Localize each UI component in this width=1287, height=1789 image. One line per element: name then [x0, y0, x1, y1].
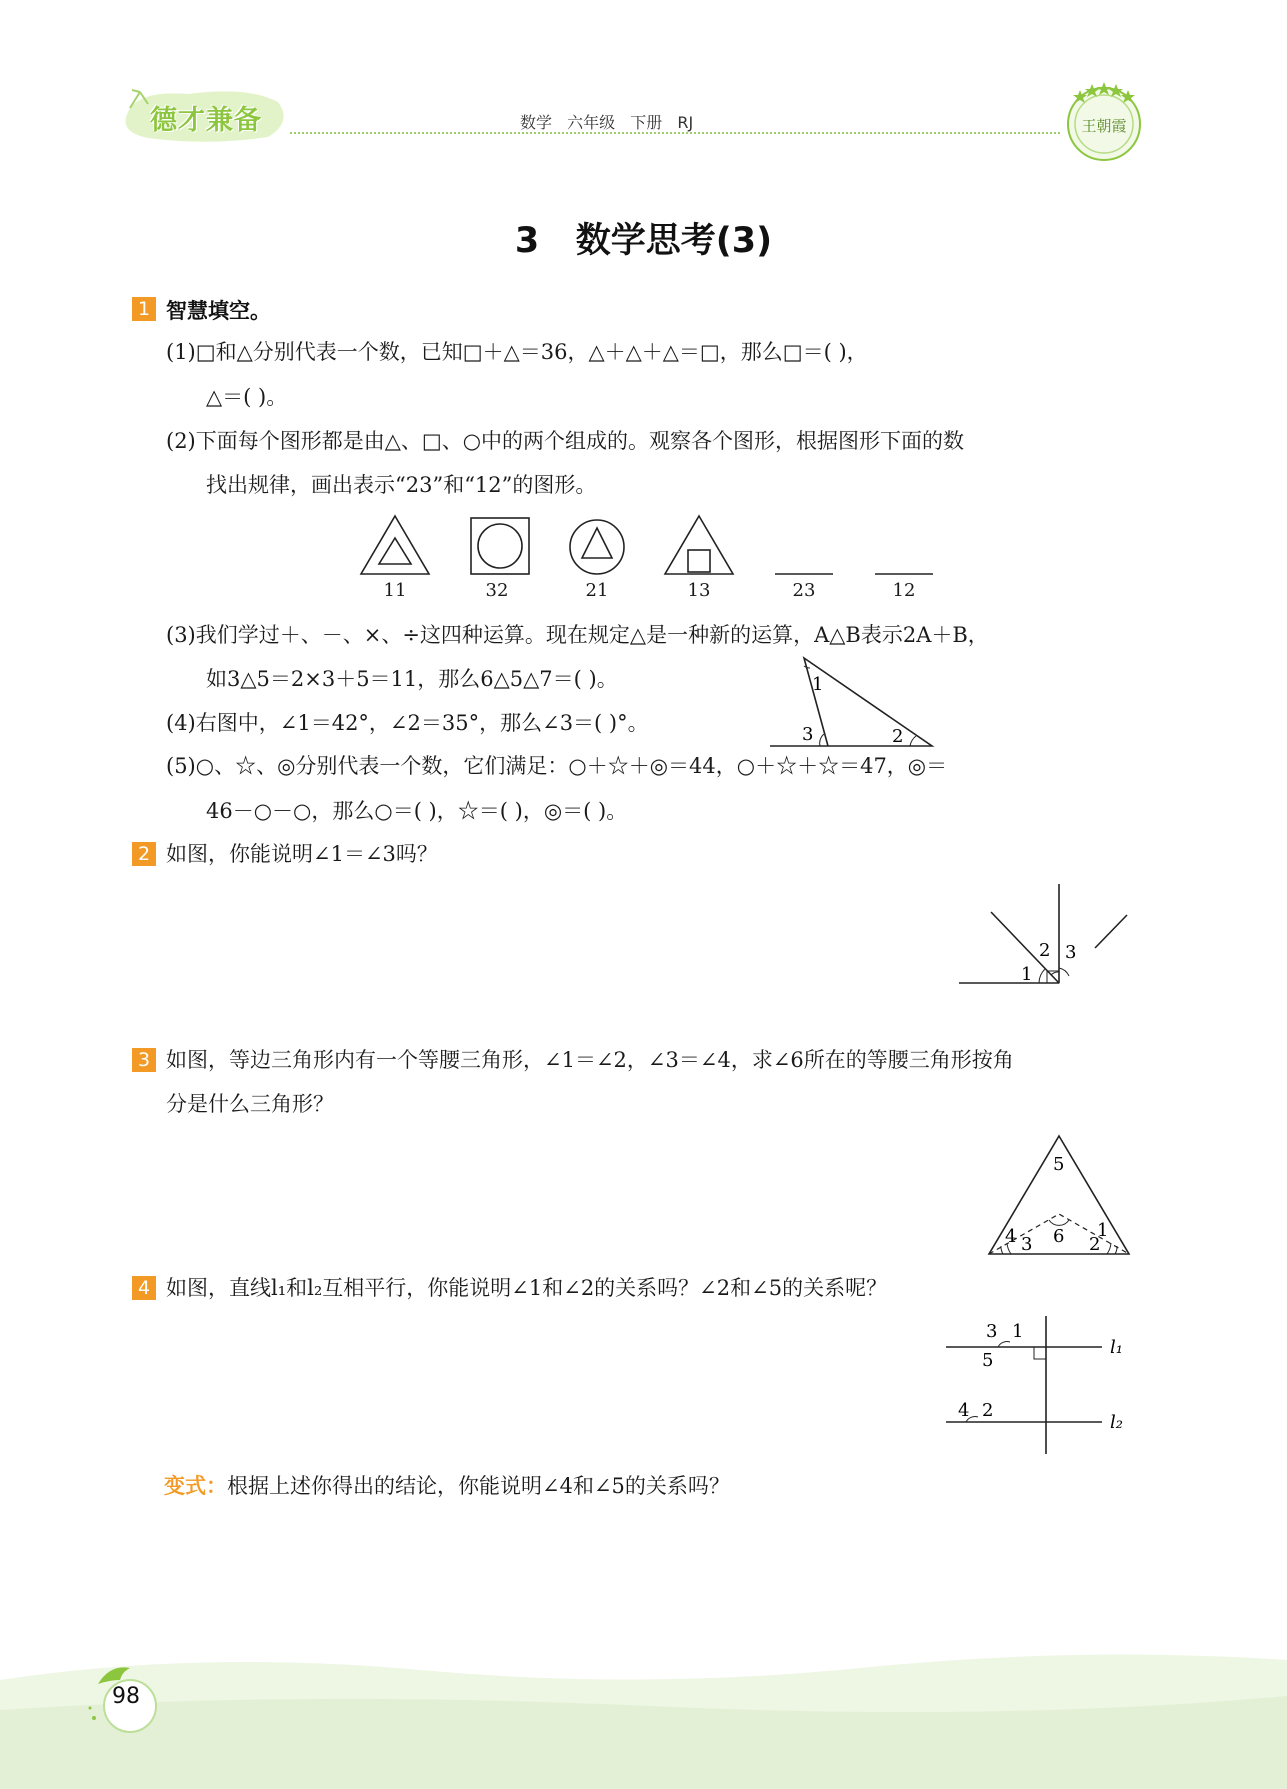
question-3-number: 3 [132, 1048, 156, 1072]
question-4-number: 4 [132, 1276, 156, 1300]
header-edition: RJ [677, 113, 694, 132]
q1-part4-line1: (4)右图中，∠1＝42°，∠2＝35°，那么∠3＝( )°。 [166, 711, 649, 735]
question-1-number: 1 [132, 297, 156, 321]
question-3-line1: 如图，等边三角形内有一个等腰三角形，∠1＝∠2，∠3＝∠4，求∠6所在的等腰三角形按角 [166, 1048, 1014, 1072]
q1-part5-line1: (5)○、☆、◎分别代表一个数，它们满足：○＋☆＋◎＝44，○＋☆＋☆＝47，◎＝ [166, 754, 948, 778]
variant-label: 变式： [164, 1474, 227, 1498]
header-subject: 数学 [520, 113, 553, 132]
question-4-text: 如图，直线l₁和l₂互相平行，你能说明∠1和∠2的关系吗？∠2和∠5的关系呢？ [166, 1276, 888, 1300]
publisher-seal [1060, 76, 1148, 164]
q1-pattern-figures [355, 512, 955, 588]
q1-part1-line1: (1)□和△分别代表一个数，已知□＋△＝36，△＋△＋△＝□，那么□＝( )， [166, 340, 868, 364]
p4-angle-2: 2 [892, 726, 904, 747]
page-title: 3 数学思考(3) [514, 221, 773, 261]
q4-angle-1: 1 [1012, 1321, 1024, 1342]
question-3-line2: 分是什么三角形？ [166, 1092, 334, 1116]
footer-wave-decoration [0, 1640, 1287, 1789]
q4-angle-5: 5 [982, 1350, 994, 1371]
figure-label-1: 11 [383, 580, 407, 601]
q3-angle-2: 2 [1089, 1234, 1101, 1255]
figure-triangle-in-circle [570, 520, 624, 574]
figure-square-in-triangle [665, 516, 733, 574]
brand-name: 德才兼备 [150, 105, 262, 136]
q3-angle-4: 4 [1005, 1226, 1017, 1247]
q4-angle-2: 2 [982, 1400, 994, 1421]
q4-angle-4: 4 [958, 1400, 970, 1421]
figure-triangle-in-triangle [361, 516, 429, 574]
p4-angle-1: 1 [812, 674, 824, 695]
variant-question [164, 1472, 730, 1500]
q4-line-l2: l₂ [1110, 1412, 1123, 1433]
q3-triangle-figure [985, 1132, 1133, 1258]
q3-angle-6: 6 [1053, 1226, 1065, 1247]
question-2-number: 2 [132, 842, 156, 866]
figure-label-5: 23 [792, 580, 816, 601]
q4-line-l1: l₁ [1110, 1337, 1123, 1358]
p4-angle-3: 3 [802, 724, 814, 745]
variant-text: 根据上述你得出的结论，你能说明∠4和∠5的关系吗？ [227, 1474, 730, 1498]
question-2-text: 如图，你能说明∠1＝∠3吗？ [166, 842, 438, 866]
page-number: 98 [112, 1684, 140, 1709]
q1-part3-line2: 如3△5＝2×3＋5＝11，那么6△5△7＝( )。 [206, 667, 618, 691]
q1-part5-line2: 46－○－○，那么○＝( )，☆＝( )，◎＝( )。 [206, 799, 628, 823]
q2-angle-2: 2 [1039, 940, 1051, 961]
q2-angle-figure [955, 880, 1135, 990]
header-volume: 下册 [630, 113, 663, 132]
header-grade: 六年级 [567, 113, 616, 132]
question-1-heading: 智慧填空。 [166, 299, 271, 323]
q2-angle-1: 1 [1021, 964, 1033, 985]
figure-label-4: 13 [687, 580, 711, 601]
figure-label-3: 21 [585, 580, 609, 601]
q1-part2-line1: (2)下面每个图形都是由△、□、○中的两个组成的。观察各个图形，根据图形下面的数 [166, 429, 965, 453]
figure-circle-in-square [471, 518, 529, 574]
seal-text: 王朝霞 [1081, 117, 1127, 135]
header-info [520, 110, 693, 133]
figure-label-6: 12 [892, 580, 916, 601]
q3-angle-3: 3 [1021, 1234, 1033, 1255]
q2-angle-3: 3 [1065, 942, 1077, 963]
q4-parallel-lines-figure [940, 1312, 1140, 1458]
q3-angle-5: 5 [1053, 1154, 1065, 1175]
figure-label-2: 32 [485, 580, 509, 601]
q1-part1-line2: △＝( )。 [206, 385, 288, 409]
q1-part2-line2: 找出规律，画出表示“23”和“12”的图形。 [206, 473, 597, 497]
q3-angle-1: 1 [1097, 1220, 1109, 1241]
q1-part4-triangle-figure [770, 650, 940, 750]
q4-angle-3: 3 [986, 1321, 998, 1342]
q1-part3-line1: (3)我们学过＋、－、×、÷这四种运算。现在规定△是一种新的运算，A△B表示2A＋B， [166, 623, 989, 647]
